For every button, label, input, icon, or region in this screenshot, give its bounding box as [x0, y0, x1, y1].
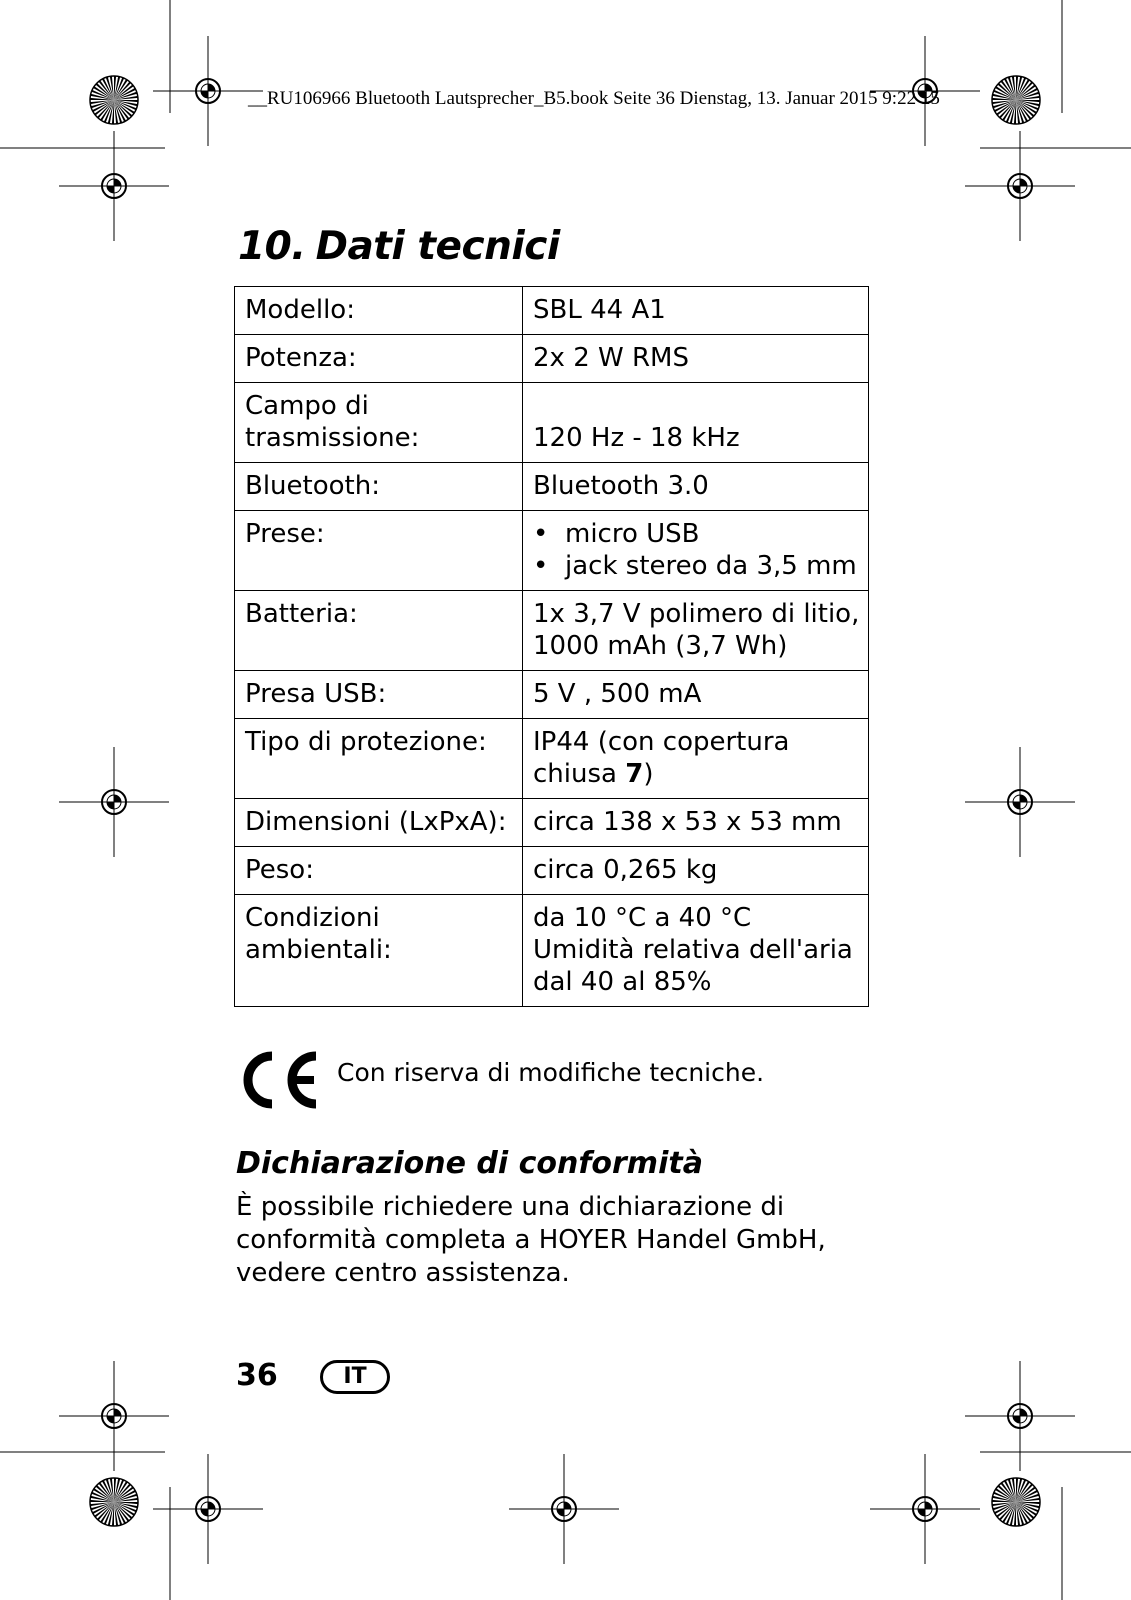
starburst-mark: [90, 1478, 138, 1526]
spec-value: [523, 895, 869, 1007]
technical-data-table: [234, 286, 869, 1007]
registration-crosshair: [965, 747, 1075, 857]
spec-value-text: IP44 (con copertura chiusa: [533, 727, 790, 789]
spec-value: [523, 511, 869, 591]
spec-value: [523, 383, 869, 463]
print-slug-header: __RU106966 Bluetooth Lautsprecher_B5.book Seite 36 Dienstag, 13. Januar 2015 9:22 15: [248, 88, 940, 109]
spec-label: Potenza:: [235, 335, 523, 383]
table-row: [235, 719, 869, 799]
conformity-paragraph: È possibile richiedere una dichiarazione di conformità completa a HOYER Handel GmbH, vedere centro assistenza.: [236, 1192, 826, 1288]
ce-mark-icon: [236, 1050, 322, 1110]
table-row: [235, 511, 869, 591]
list-item-text: jack stereo da 3,5 mm: [565, 551, 857, 581]
table-row: [235, 383, 869, 463]
table-row: [235, 287, 869, 335]
spec-value: 2x 2 W RMS: [523, 335, 869, 383]
bullet-icon: •: [533, 551, 549, 581]
list-item: [533, 550, 860, 582]
figure-reference: 7: [625, 759, 644, 789]
starburst-mark: [90, 76, 138, 124]
spec-value: SBL 44 A1: [523, 287, 869, 335]
spec-value-suffix: ): [643, 759, 654, 789]
table-row: [235, 847, 869, 895]
spec-value: circa 0,265 kg: [523, 847, 869, 895]
section-title: [238, 224, 560, 269]
section-number: 10.: [238, 224, 306, 269]
registration-crosshair: [965, 1361, 1075, 1471]
registration-crosshair: [870, 1454, 980, 1564]
list-item: [533, 518, 860, 550]
table-row: [235, 895, 869, 1007]
language-badge: IT: [320, 1360, 390, 1394]
spec-label: Dimensioni (LxPxA):: [235, 799, 523, 847]
spec-value: 1x 3,7 V polimero di litio, 1000 mAh (3,7 Wh): [523, 591, 869, 671]
table-row: [235, 671, 869, 719]
spec-value: circa 138 x 53 x 53 mm: [523, 799, 869, 847]
spec-value-line: da 10 °C a 40 °C: [533, 903, 752, 933]
registration-crosshair: [59, 1361, 169, 1471]
list-item-text: micro USB: [565, 519, 700, 549]
spec-value: [523, 719, 869, 799]
table-row: [235, 463, 869, 511]
spec-label: Presa USB:: [235, 671, 523, 719]
registration-crosshair: [59, 747, 169, 857]
spec-value: Bluetooth 3.0: [523, 463, 869, 511]
table-row: [235, 799, 869, 847]
page-number: 36: [236, 1358, 278, 1393]
spec-label: Condizioni ambientali:: [235, 895, 523, 1007]
spec-value: 5 V , 500 mA: [523, 671, 869, 719]
section-title-text: Dati tecnici: [315, 224, 560, 269]
spec-label: Prese:: [235, 511, 523, 591]
table-row: [235, 591, 869, 671]
ce-note: Con riserva di modifiche tecniche.: [337, 1058, 765, 1087]
spec-label: Batteria:: [235, 591, 523, 671]
starburst-mark: [992, 1478, 1040, 1526]
spec-label: Bluetooth:: [235, 463, 523, 511]
starburst-mark: [992, 76, 1040, 124]
table-row: [235, 335, 869, 383]
bullet-icon: •: [533, 519, 549, 549]
spec-label: Peso:: [235, 847, 523, 895]
spec-label: Modello:: [235, 287, 523, 335]
registration-crosshair: [509, 1454, 619, 1564]
conformity-heading: Dichiarazione di conformità: [236, 1146, 703, 1181]
spec-label: Campo di trasmissione:: [235, 383, 523, 463]
spec-value-line: Umidità relativa dell'aria dal 40 al 85%: [533, 935, 853, 997]
spec-value-text: 120 Hz - 18 kHz: [533, 423, 740, 453]
sockets-list: [533, 518, 860, 582]
spec-label: Tipo di protezione:: [235, 719, 523, 799]
